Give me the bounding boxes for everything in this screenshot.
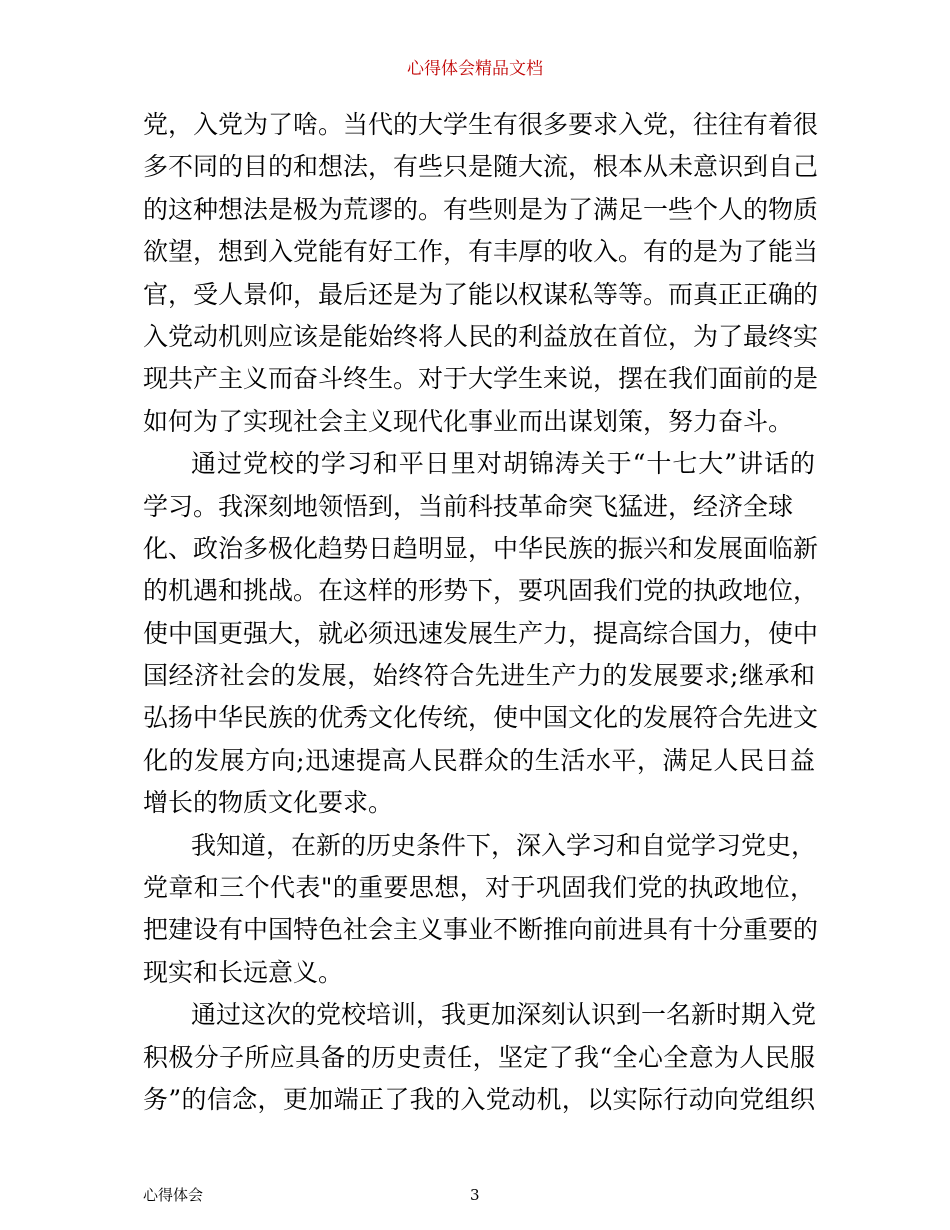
text-line: 把建设有中国特色社会主义事业不断推向前进具有十分重要的	[143, 915, 819, 945]
text-line: 党章和三个代表"的重要思想，对于巩固我们党的执政地位，	[143, 873, 815, 903]
text-line: 务”的信念，更加端正了我的入党动机，以实际行动向党组织	[143, 1084, 815, 1114]
text-line: 现实和长远意义。	[143, 957, 344, 987]
footer-label: 心得体会	[143, 1186, 204, 1204]
text-line: 党，入党为了啥。当代的大学生有很多要求入党，往往有着很	[143, 110, 819, 139]
text-line: 增长的物质文化要求。	[143, 788, 394, 818]
text-line: 化、政治多极化趋势日趋明显，中华民族的振兴和发展面临新	[143, 533, 819, 563]
text-line: 多不同的目的和想法，有些只是随大流，根本从未意识到自己	[143, 152, 819, 182]
text-line: 弘扬中华民族的优秀文化传统，使中国文化的发展符合先进文	[143, 703, 819, 733]
text-line: 通过党校的学习和平日里对胡锦涛关于“十七大”讲话的	[191, 449, 815, 479]
text-line: 积极分子所应具备的历史责任，坚定了我“全心全意为人民服	[143, 1042, 815, 1072]
text-line: 如何为了实现社会主义现代化事业而出谋划策，努力奋斗。	[143, 406, 794, 436]
text-line: 我知道，在新的历史条件下，深入学习和自觉学习党史，	[191, 830, 817, 860]
text-line: 的这种想法是极为荒谬的。有些则是为了满足一些个人的物质	[143, 194, 819, 224]
text-line: 化的发展方向;迅速提高人民群众的生活水平，满足人民日益	[143, 745, 815, 775]
text-line: 学习。我深刻地领悟到，当前科技革命突飞猛进，经济全球	[143, 491, 794, 521]
text-line: 现共产主义而奋斗终生。对于大学生来说，摆在我们面前的是	[143, 364, 819, 394]
page-header-title: 心得体会精品文档	[407, 59, 543, 79]
text-line: 官，受人景仰，最后还是为了能以权谋私等等。而真正正确的	[143, 279, 819, 309]
text-line: 国经济社会的发展，始终符合先进生产力的发展要求;继承和	[143, 661, 815, 691]
text-line: 使中国更强大，就必须迅速发展生产力，提高综合国力，使中	[143, 618, 819, 648]
document-body	[143, 104, 819, 1121]
text-line: 欲望，想到入党能有好工作，有丰厚的收入。有的是为了能当	[143, 237, 819, 267]
text-line: 通过这次的党校培训，我更加深刻认识到一名新时期入党	[191, 1000, 817, 1030]
page-number: 3	[470, 1186, 480, 1204]
text-line: 入党动机则应该是能始终将人民的利益放在首位，为了最终实	[143, 321, 819, 351]
text-line: 的机遇和挑战。在这样的形势下，要巩固我们党的执政地位，	[143, 576, 819, 606]
